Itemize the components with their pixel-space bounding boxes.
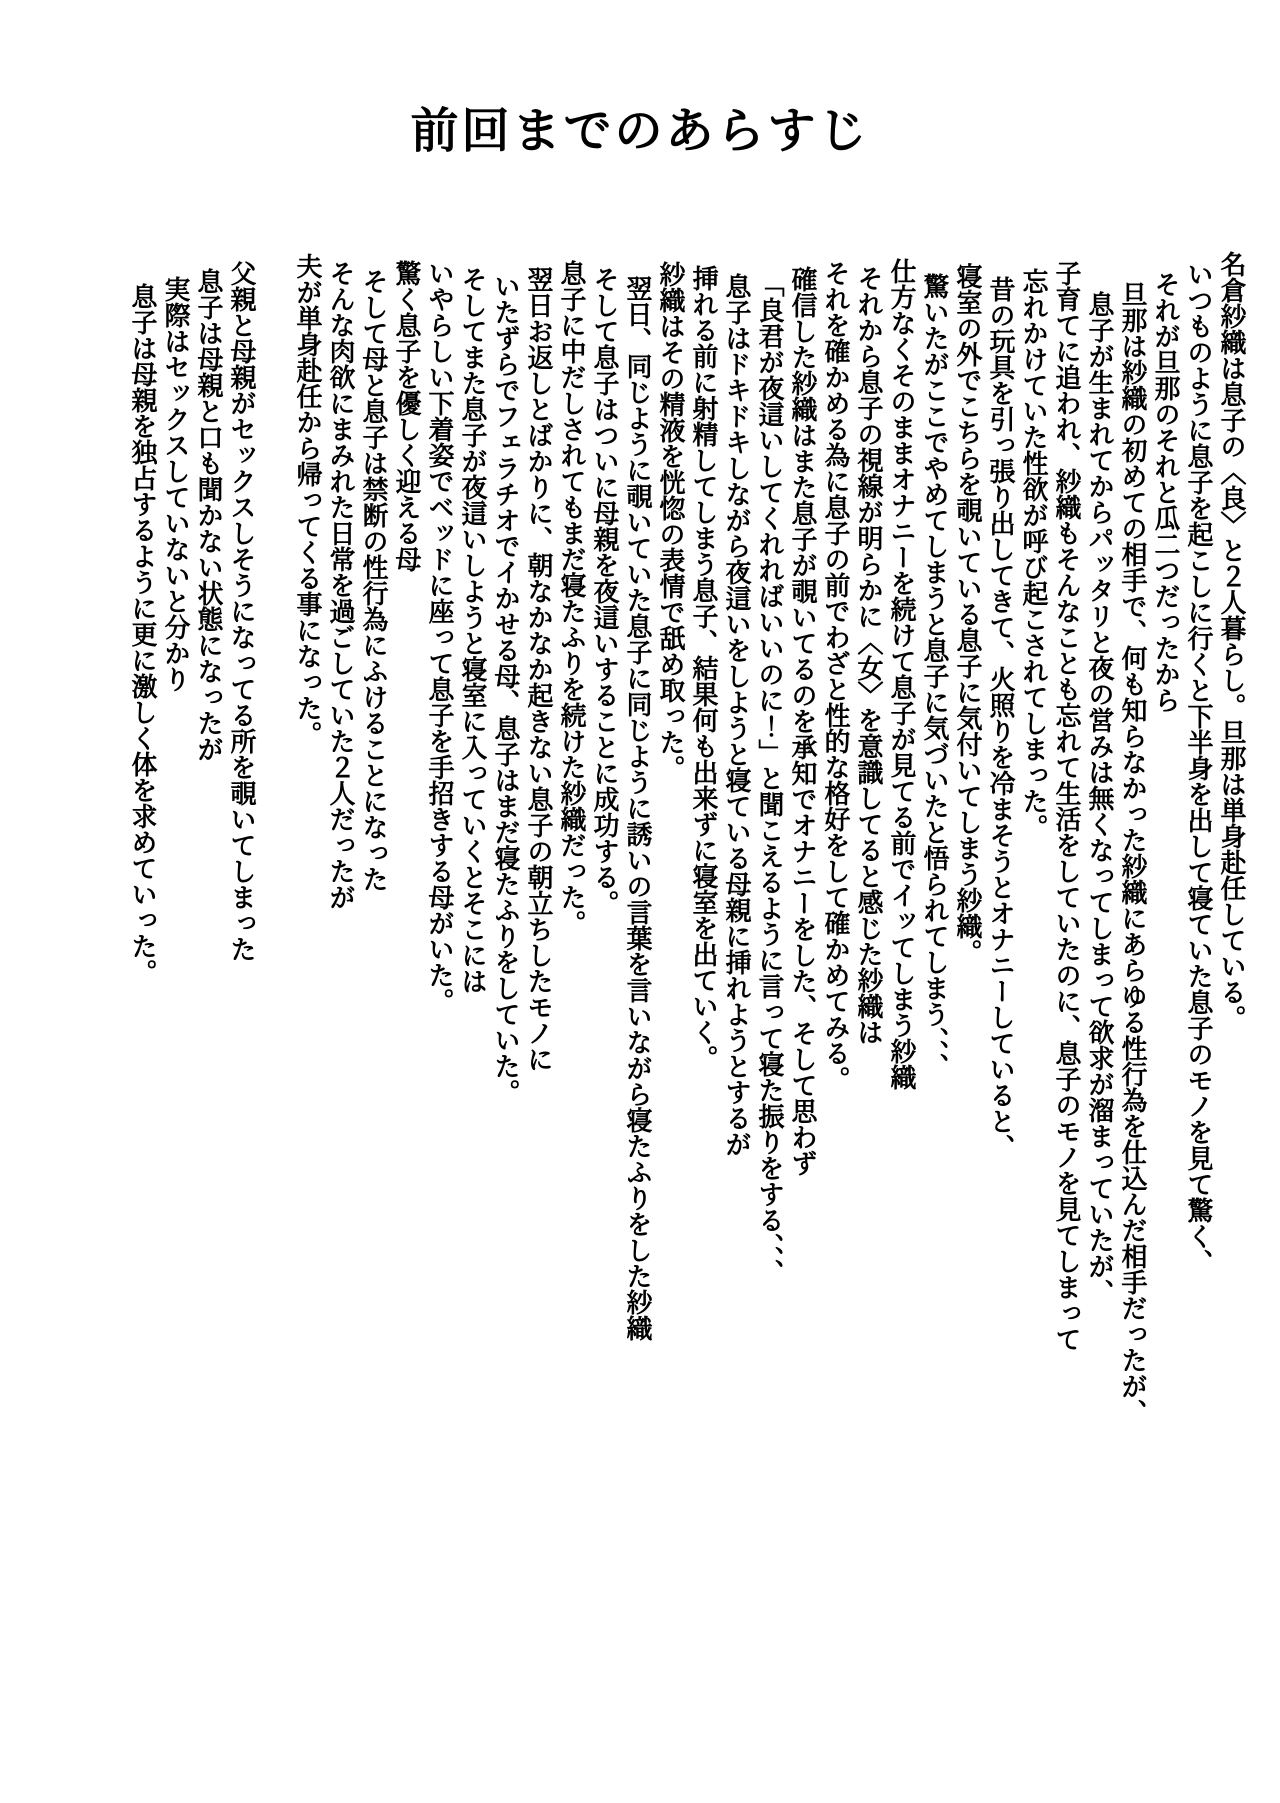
text-column: 「良君が夜這いしてくれればいいのに！」と聞こえるように言って寝た振りをする、、、 — [755, 271, 784, 1285]
text-column: 息子は母親と口も聞かない状態になったが — [194, 268, 223, 762]
text-column: 夫が単身赴任から帰ってくる事になった。 — [293, 253, 322, 747]
text-column: 父親と母親がセックスしそうになってる所を覗いてしまった — [227, 260, 256, 962]
text-column: 確信した紗織はまた息子が覗いてるのを承知でオナニーをした、そして思わず — [788, 266, 817, 1176]
text-column: 息子はドキドキしながら夜這いをしようと寝ている母親に挿れようとするが — [722, 273, 751, 1157]
text-column: 子育てに追われ、紗織もそんなことも忘れて生活をしていたのに、息子のモノを見てしまって — [1052, 260, 1081, 1352]
text-column: 驚いたがここでやめてしまうと息子に気づいたと悟られてしまう、、、 — [920, 273, 949, 1079]
page-title: 前回までのあらすじ — [410, 105, 870, 158]
text-column: 挿れる前に射精してしまう息子、結果何も出来ずに寝室を出ていく。 — [689, 265, 718, 1071]
text-column: それから息子の視線が明らかに〈女〉を意識してると感じた紗織は — [854, 265, 883, 1045]
column-gap — [258, 238, 291, 1718]
text-column: 驚く息子を優しく迎える母 — [392, 260, 421, 572]
text-column: そんな肉欲にまみれた日常を過ごしていた２人だったが — [326, 260, 355, 910]
text-column: そして息子はついに母親を夜這いすることに成功する。 — [590, 266, 619, 916]
text-column: 忘れかけていた性欲が呼び起こされてしまった。 — [1019, 268, 1048, 840]
text-column: それを確かめる為に息子の前でわざと性的な格好をして確かめてみる。 — [821, 260, 850, 1092]
synopsis-text-block — [126, 238, 1248, 1718]
text-column: 昔の玩具を引っ張り出してきて、火照りを冷まそうとオナニーしていると、 — [986, 276, 1015, 1160]
text-column: そしてまた息子が夜這いしようと寝室に入っていくとそこには — [458, 266, 487, 994]
text-column: 旦那は紗織の初めての相手で、何も知らなかった紗織にあらゆる性行為を仕込んだ相手だったが、 — [1118, 281, 1147, 1425]
text-column: 翌日お返しとばかりに、朝なかなか起きない息子の朝立ちしたモノに — [524, 266, 553, 1072]
text-column: 息子は母親を独占するように更に激しく体を求めていった。 — [128, 283, 157, 985]
text-column: 名倉紗織は息子の〈良〉と２人暮らし。旦那は単身赴任している。 — [1217, 251, 1246, 1031]
text-column: 紗織はその精液を恍惚の表情で舐め取った。 — [656, 261, 685, 781]
text-column: それが旦那のそれと瓜二つだったから — [1151, 271, 1180, 713]
text-column: 仕方なくそのままオナニーを続けて息子が見てる前でイッてしまう紗織 — [887, 258, 916, 1090]
text-column: いつものように息子を起こしに行くと下半身を出して寝ていた息子のモノを見て驚く、 — [1184, 261, 1213, 1275]
text-column: 実際はセックスしていないと分かり — [161, 276, 190, 692]
text-column: いやらしい下着姿でベッドに座って息子を手招きする母がいた。 — [425, 260, 454, 1014]
text-column: いたずらでフェラチオでイかせる母、息子はまだ寝たふりをしていた。 — [491, 273, 520, 1105]
text-column: 寝室の外でこちらを覗いている息子に気付いてしまう紗織。 — [953, 263, 982, 965]
text-column: そして母と息子は禁断の性行為にふけることになった — [359, 268, 388, 892]
text-column: 息子が生まれてからパッタリと夜の営みは無くなってしまって欲求が溜まっていたが、 — [1085, 291, 1114, 1305]
text-column: 息子に中だしされてもまだ寝たふりを続けた紗織だった。 — [557, 260, 586, 936]
text-column: 翌日、同じように覗いていた息子に同じように誘いの言葉を言いながら寝たふりをした紗織 — [623, 275, 652, 1341]
